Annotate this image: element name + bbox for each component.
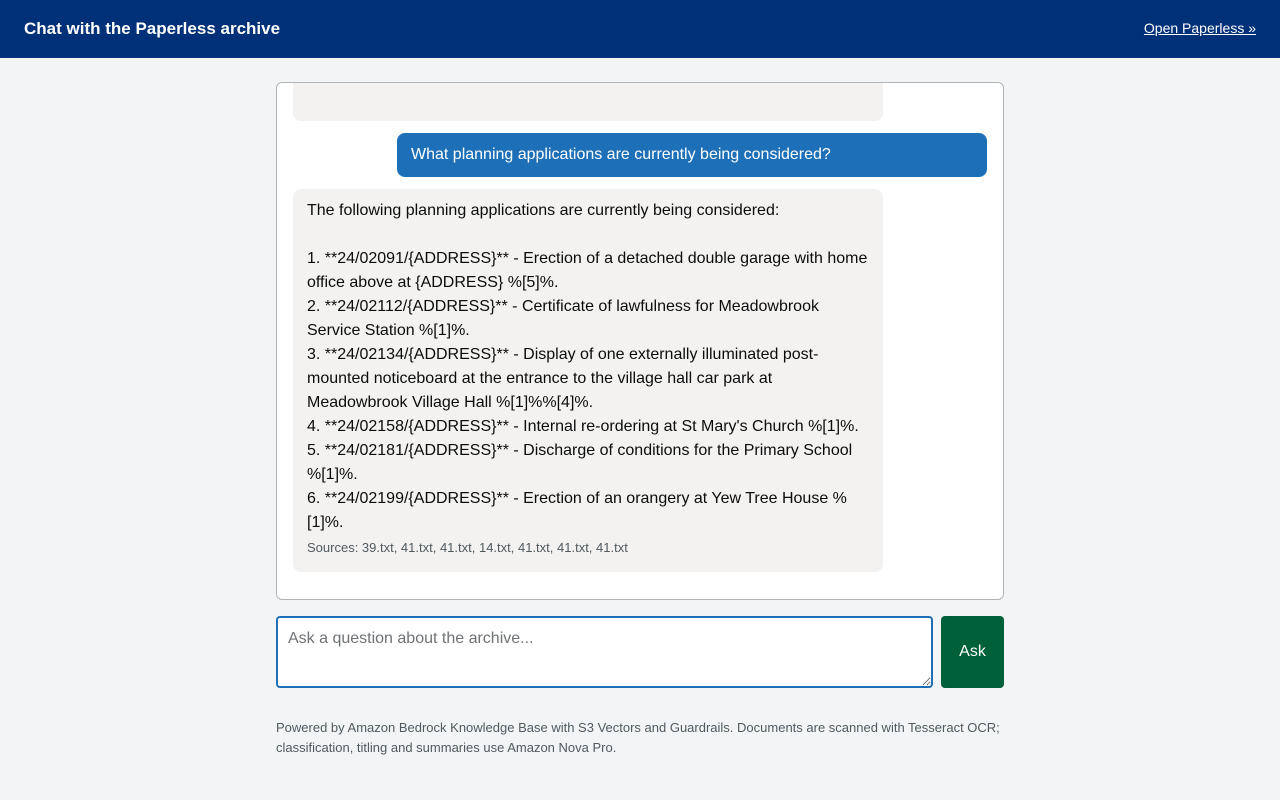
- assistant-message-text: The following planning applications are currently being considered: 1. **24/02091/{ADDRESS}** - Erection of a detached double garage with home office above at {ADDRESS} %[5]%. 2. **24/02112/{ADDRESS}** - Certificate of lawfulness for Meadowbrook Service Station %[1]%. 3. **24/02134/{ADDRESS}** - Display of one externally illuminated post-mounted noticeboard at the entrance to the village hall car park at Meadowbrook Village Hall %[1]%%[4]%. 4. **24/02158/{ADDRESS}** - Internal re-ordering at St Mary's Church %[1]%. 5. **24/02181/{ADDRESS}** - Discharge of conditions for the Primary School %[1]%. 6. **24/02199/{ADDRESS}** - Erection of an orangery at Yew Tree House %[1]%.: [307, 202, 868, 531]
- user-message: [397, 133, 987, 177]
- ask-button[interactable]: Ask: [941, 616, 1004, 688]
- top-bar: [0, 0, 1280, 58]
- chat-log[interactable]: [276, 82, 1004, 600]
- footer-note: Powered by Amazon Bedrock Knowledge Base with S3 Vectors and Guardrails. Documents are scanned with Tesseract OCR; classification, titling and summaries use Amazon Nova Pro.: [276, 720, 1000, 755]
- open-paperless-link[interactable]: Open Paperless »: [1143, 20, 1256, 36]
- app-title: Chat with the Paperless archive: [24, 19, 281, 38]
- previous-assistant-message: [293, 82, 883, 121]
- assistant-message: [293, 189, 883, 572]
- user-message-text: What planning applications are currently being considered?: [411, 146, 831, 163]
- message-sources: Sources: 39.txt, 41.txt, 41.txt, 14.txt, 41.txt, 41.txt, 41.txt: [307, 540, 628, 555]
- question-input[interactable]: [276, 616, 933, 688]
